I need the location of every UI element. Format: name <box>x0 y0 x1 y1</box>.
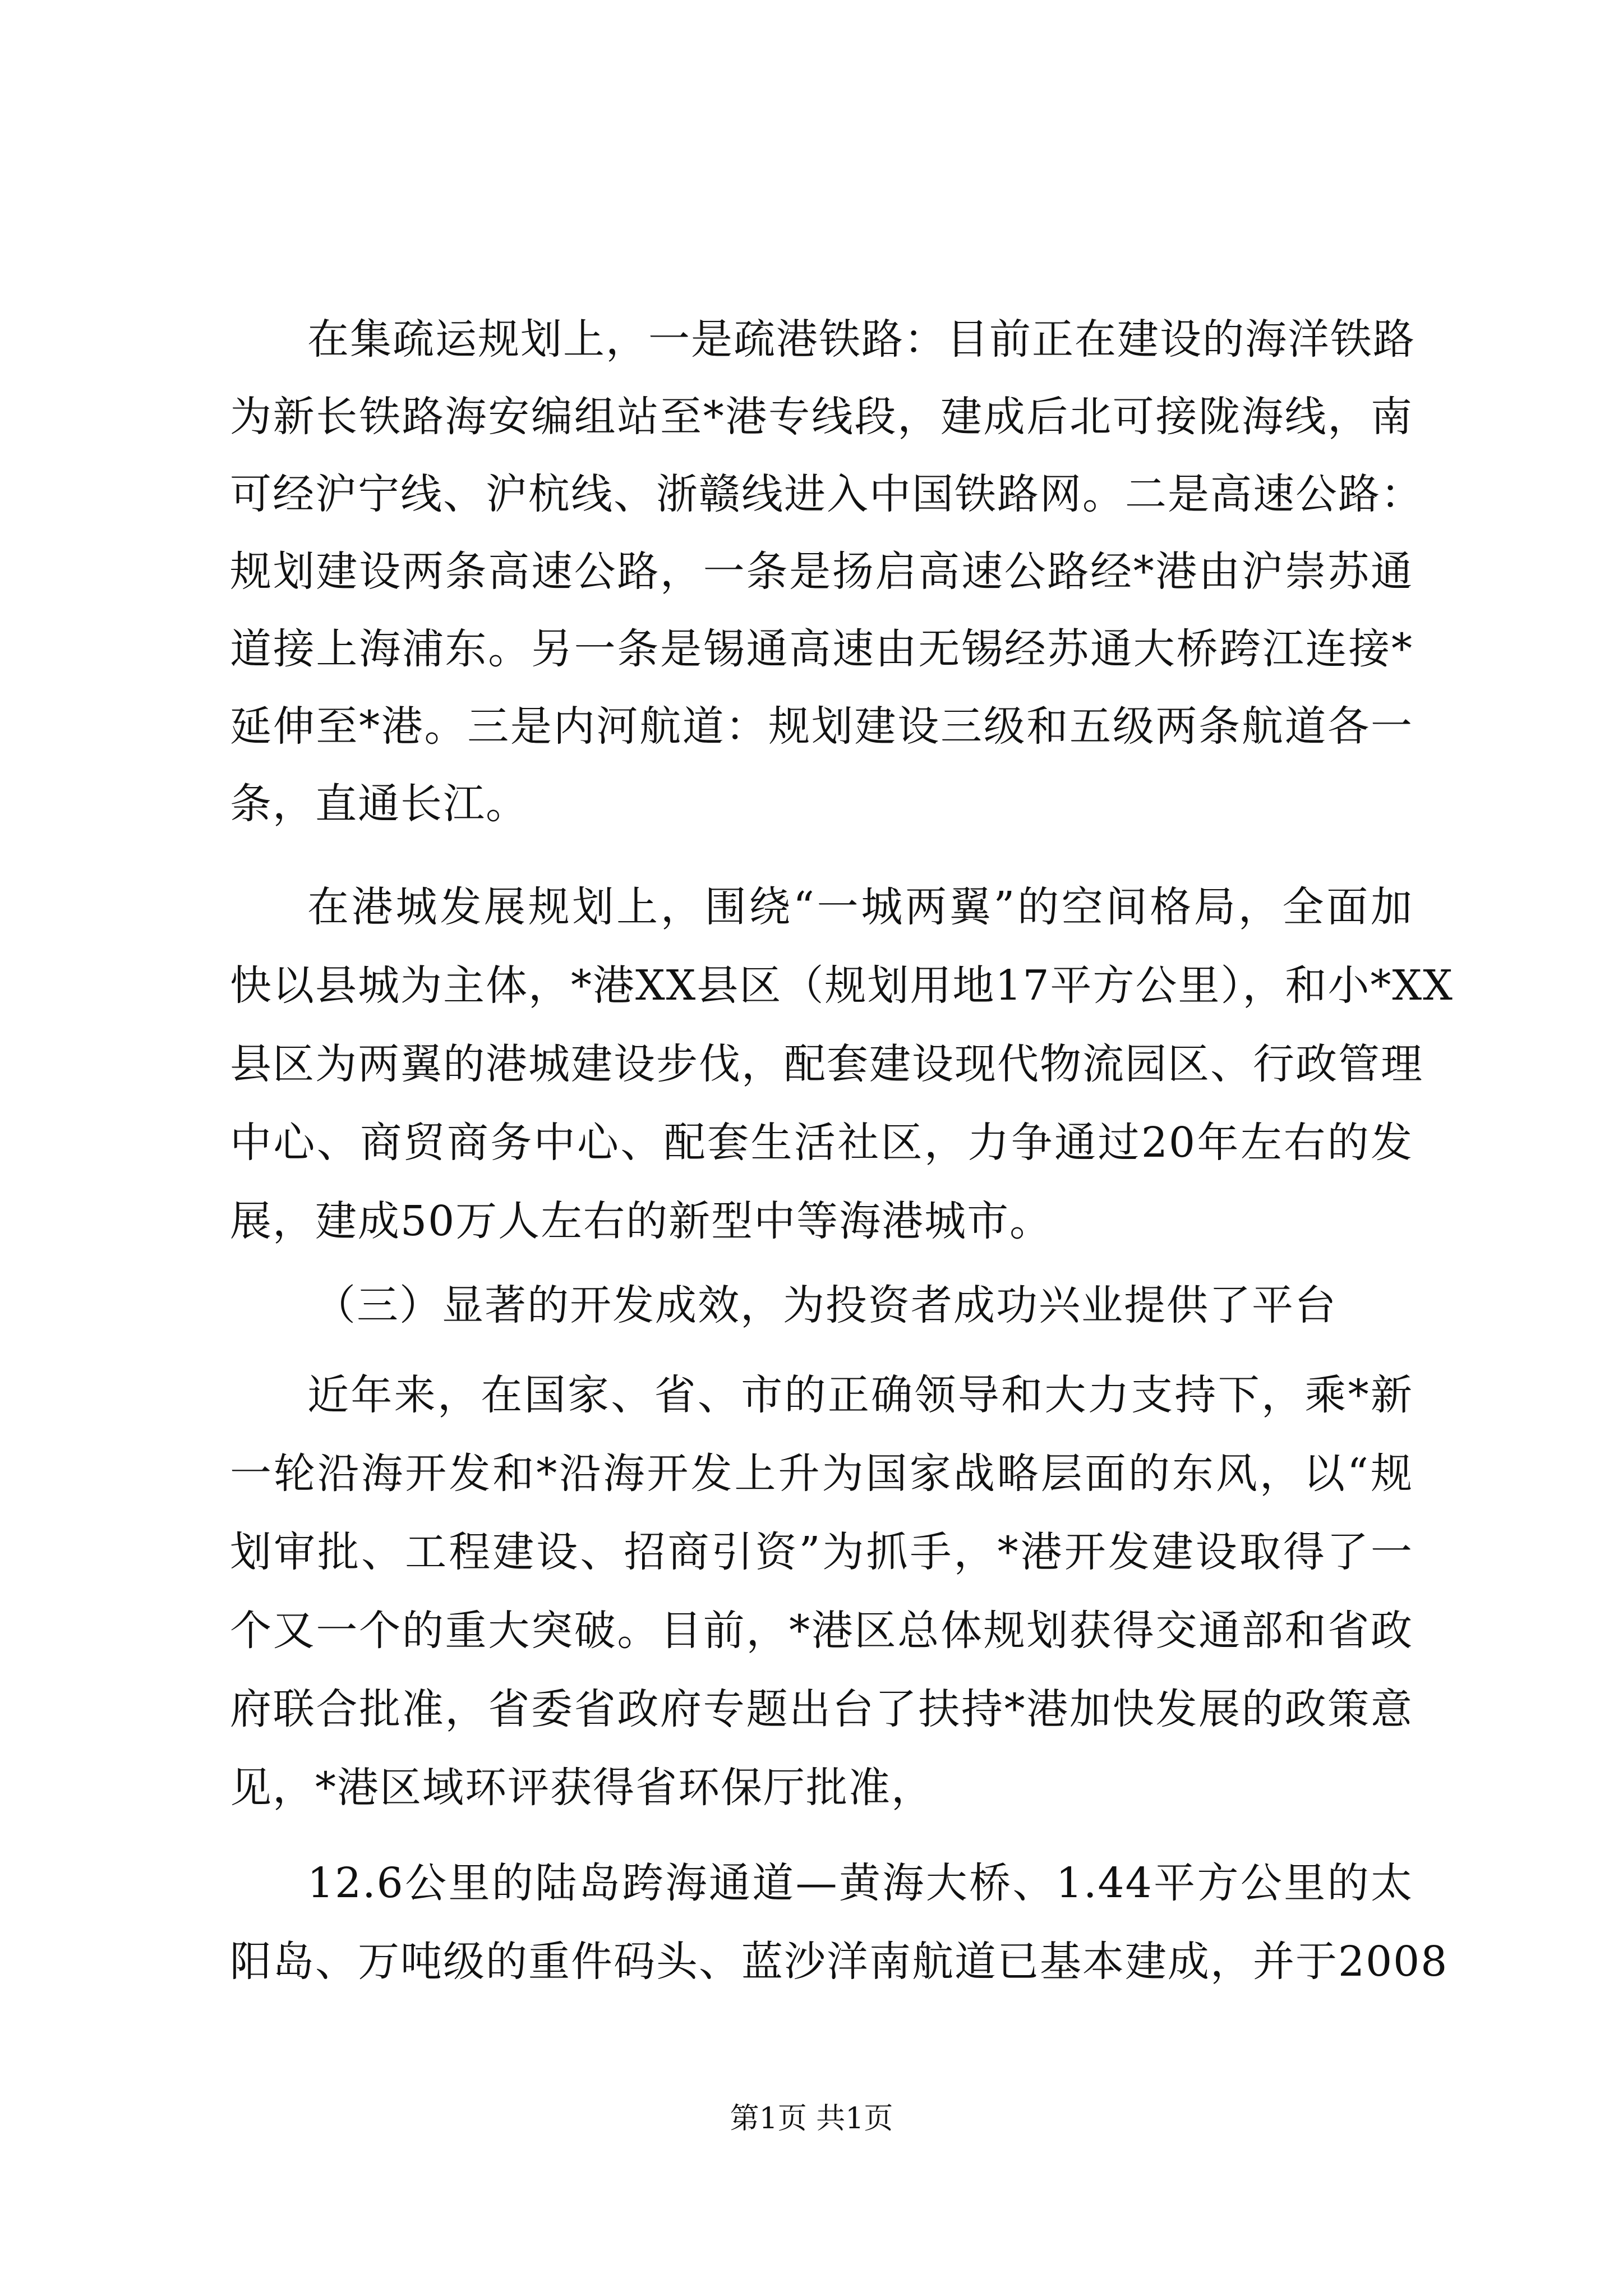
paragraph-line: 为新长铁路海安编组站至*港专线段，建成后北可接陇海线，南 <box>230 393 1413 441</box>
paragraph-line: 规划建设两条高速公路，一条是扬启高速公路经*港由沪崇苏通 <box>230 547 1413 596</box>
paragraph-line: 一轮沿海开发和*沿海开发上升为国家战略层面的东风，以“规 <box>230 1450 1413 1498</box>
paragraph-line: 中心、商贸商务中心、配套生活社区，力争通过20年左右的发 <box>230 1119 1413 1167</box>
paragraph-line: 府联合批准，省委省政府专题出台了扶持*港加快发展的政策意 <box>230 1685 1413 1733</box>
paragraph-line: 个又一个的重大突破。目前，*港区总体规划获得交通部和省政 <box>230 1607 1413 1655</box>
section-heading: （三）显著的开发成效，为投资者成功兴业提供了平台 <box>314 1281 1337 1329</box>
paragraph-line: 展，建成50万人左右的新型中等海港城市。 <box>230 1197 1053 1245</box>
paragraph-line: 在集疏运规划上，一是疏港铁路：目前正在建设的海洋铁路 <box>307 315 1415 364</box>
paragraph-line: 在港城发展规划上，围绕“一城两翼”的空间格局，全面加 <box>307 883 1413 931</box>
page-footer: 第1页 共1页 <box>730 2102 893 2136</box>
paragraph-line: 快以县城为主体，*港XX县区（规划用地17平方公里），和小*XX <box>230 961 1454 1010</box>
paragraph-line: 条，直通长江。 <box>230 780 528 828</box>
paragraph-line: 划审批、工程建设、招商引资”为抓手，*港开发建设取得了一 <box>230 1528 1413 1576</box>
paragraph-line: 县区为两翼的港城建设步伐，配套建设现代物流园区、行政管理 <box>230 1040 1423 1088</box>
paragraph-line: 阳岛、万吨级的重件码头、蓝沙洋南航道已基本建成，并于2008 <box>230 1938 1449 1986</box>
paragraph-line: 见，*港区域环评获得省环保厅批准， <box>230 1764 934 1812</box>
paragraph-line: 近年来，在国家、省、市的正确领导和大力支持下，乘*新 <box>307 1371 1413 1419</box>
paragraph-line: 12.6公里的陆岛跨海通道—黄海大桥、1.44平方公里的太 <box>307 1859 1413 1907</box>
paragraph-line: 道接上海浦东。另一条是锡通高速由无锡经苏通大桥跨江连接* <box>230 625 1413 673</box>
paragraph-line: 延伸至*港。三是内河航道：规划建设三级和五级两条航道各一 <box>230 702 1413 751</box>
paragraph-line: 可经沪宁线、沪杭线、浙赣线进入中国铁路网。二是高速公路： <box>230 470 1423 518</box>
